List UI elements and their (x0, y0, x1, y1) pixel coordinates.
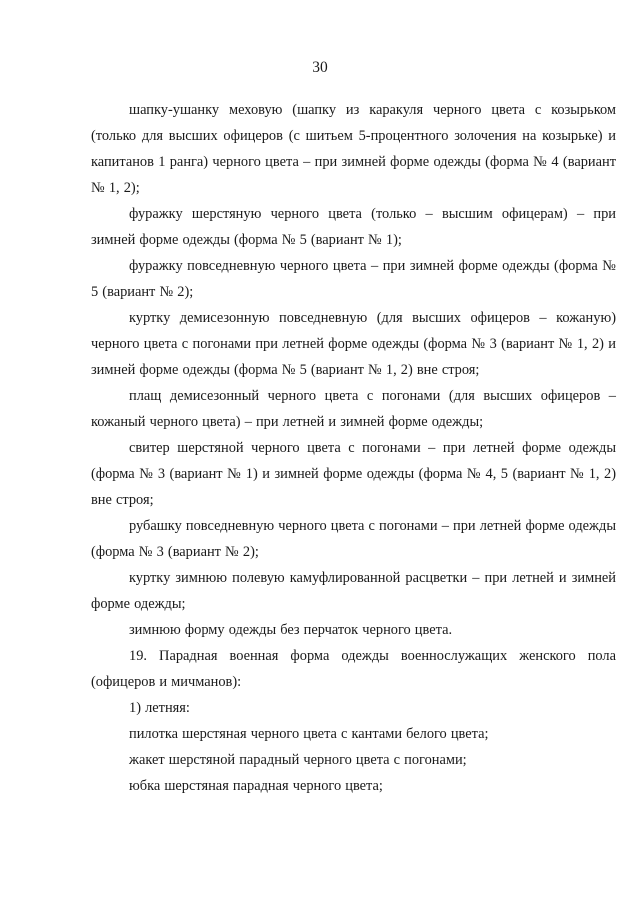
paragraph-sweater: свитер шерстяной черного цвета с погонами – при летней форме одежды (форма № 3 (вариант № 1) и зимней форме одежды (форма № 4, 5 (вариант № 1, 2) вне строя; (91, 440, 616, 508)
paragraph-raincoat: плащ демисезонный черного цвета с погонами (для высших офицеров – кожаный черного цвета) – при летней и зимней форме одежды; (91, 388, 616, 430)
paragraph-shirt: рубашку повседневную черного цвета с погонами – при летней форме одежды (форма № 3 (вариант № 2); (91, 518, 616, 560)
paragraph-demiseason-jacket: куртку демисезонную повседневную (для высших офицеров – кожаную) черного цвета с погонами при летней форме одежды (форма № 3 (вариант № 1, 2) и зимней форме одежды (форма № 5 (вариант № 1, 2) вне строя; (91, 310, 616, 378)
paragraph-winter-field-jacket: куртку зимнюю полевую камуфлированной расцветки – при летней и зимней форме одежды; (91, 570, 616, 612)
paragraph-everyday-cap: фуражку повседневную черного цвета – при зимней форме одежды (форма № 5 (вариант № 2); (91, 258, 616, 300)
paragraph-fur-hat: шапку-ушанку меховую (шапку из каракуля черного цвета с козырьком (только для высших офицеров (с шитьем 5-процентного золочения на козырьке) и капитанов 1 ранга) черного цвета – при зимней форме одежды (форма № 4 (вариант № 1, 2); (91, 102, 616, 196)
paragraph-summer-heading: 1) летняя: (129, 700, 190, 716)
paragraph-wool-cap: фуражку шерстяную черного цвета (только – высшим офицерам) – при зимней форме одежды (форма № 5 (вариант № 1); (91, 206, 616, 248)
paragraph-dress-jacket: жакет шерстяной парадный черного цвета с погонами; (129, 752, 467, 768)
paragraph-garrison-cap: пилотка шерстяная черного цвета с кантами белого цвета; (129, 726, 489, 742)
page-number: 30 (312, 59, 328, 76)
paragraph-winter-uniform: зимнюю форму одежды без перчаток черного цвета. (129, 622, 453, 638)
document-body (91, 97, 616, 799)
paragraph-section-19: 19. Парадная военная форма одежды военнослужащих женского пола (офицеров и мичманов): (91, 648, 616, 690)
paragraph-dress-skirt: юбка шерстяная парадная черного цвета; (129, 778, 383, 794)
